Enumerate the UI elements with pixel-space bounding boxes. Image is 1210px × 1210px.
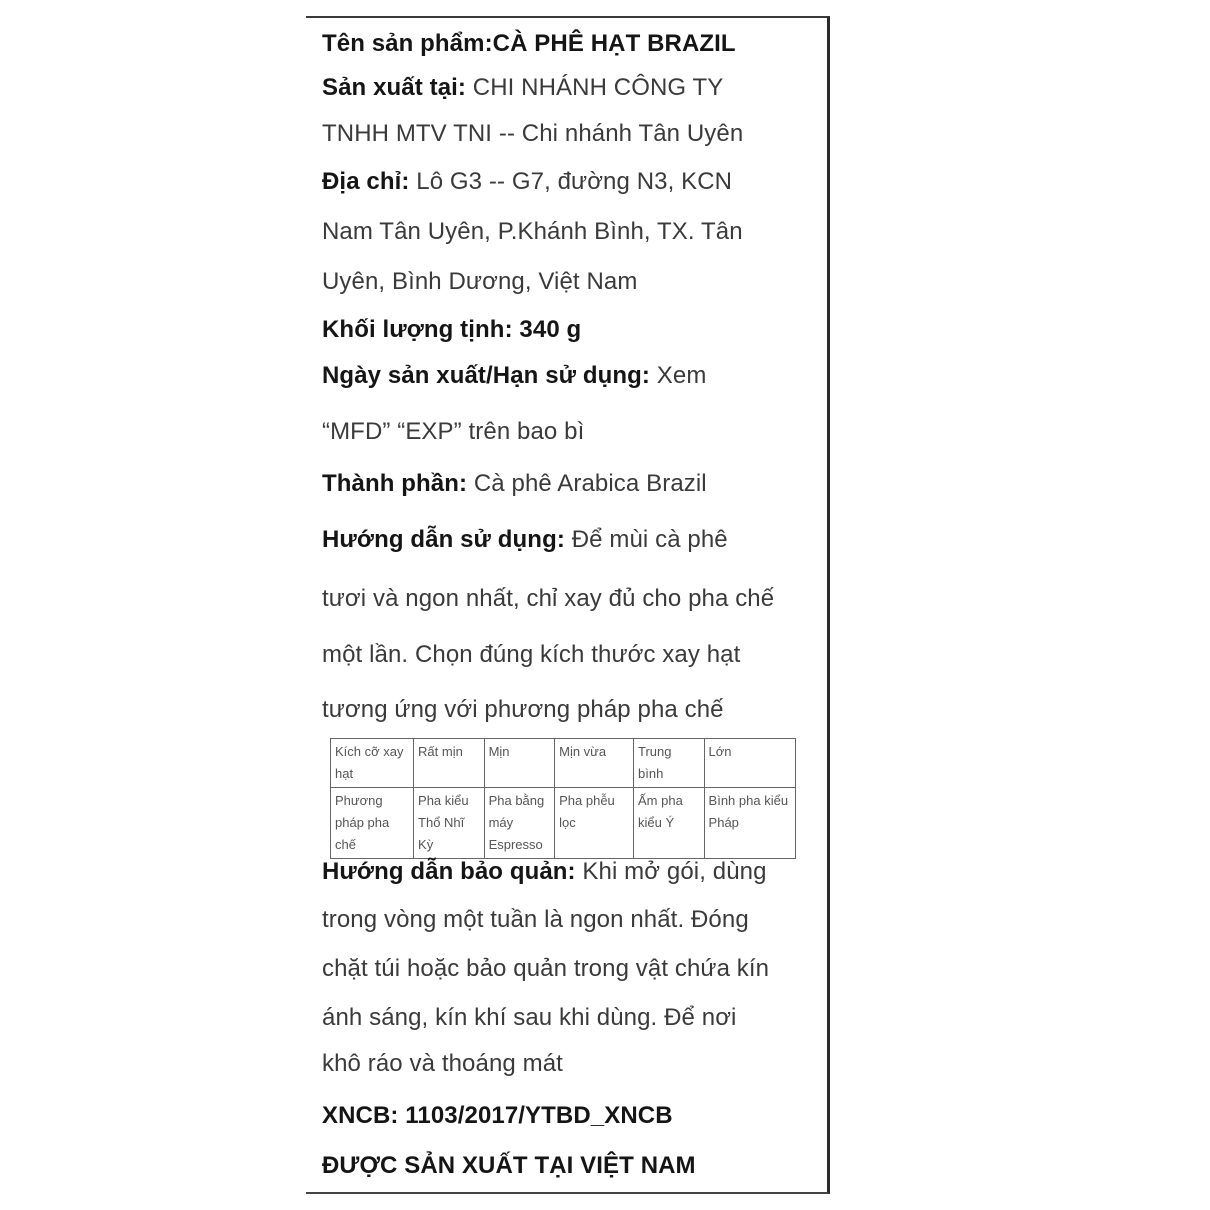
grind-table-cell: Phương pháp pha chế bbox=[331, 788, 414, 859]
grind-table-header-cell: Kích cỡ xay hạt bbox=[331, 739, 414, 788]
address-line: Địa chỉ: Lô G3 -- G7, đường N3, KCN bbox=[322, 168, 733, 195]
ingredients-line: Thành phần: Cà phê Arabica Brazil bbox=[322, 470, 707, 497]
grind-table-header-cell: Trung bình bbox=[634, 739, 705, 788]
usage-line-2: tươi và ngon nhất, chỉ xay đủ cho pha chế bbox=[322, 585, 775, 612]
storage-line-4: ánh sáng, kín khí sau khi dùng. Để nơi bbox=[322, 1004, 737, 1031]
grind-table-header-cell: Rất mịn bbox=[414, 739, 485, 788]
address-line-3: Uyên, Bình Dương, Việt Nam bbox=[322, 268, 638, 295]
grind-table-cell: Pha kiểu Thổ Nhĩ Kỳ bbox=[414, 788, 485, 859]
produced-at-line: Sản xuất tại: CHI NHÁNH CÔNG TY bbox=[322, 74, 724, 101]
date-line: Ngày sản xuất/Hạn sử dụng: Xem bbox=[322, 362, 707, 389]
grind-table-cell: Pha phễu lọc bbox=[555, 788, 634, 859]
grind-table-header-cell: Mịn bbox=[484, 739, 555, 788]
usage-line-3: một lần. Chọn đúng kích thước xay hạt bbox=[322, 641, 741, 668]
produced-at-line-2: TNHH MTV TNI -- Chi nhánh Tân Uyên bbox=[322, 120, 744, 147]
usage-line: Hướng dẫn sử dụng: Để mùi cà phê bbox=[322, 526, 728, 553]
net-weight-line: Khối lượng tịnh: 340 g bbox=[322, 316, 582, 343]
grind-size-table bbox=[330, 738, 796, 859]
usage-line-4: tương ứng với phương pháp pha chế bbox=[322, 696, 724, 723]
product-name-line: Tên sản phẩm:CÀ PHÊ HẠT BRAZIL bbox=[322, 30, 736, 57]
xncb-line: XNCB: 1103/2017/YTBD_XNCB bbox=[322, 1102, 673, 1129]
grind-table-header-row bbox=[331, 739, 796, 788]
grind-table-cell: Ấm pha kiểu Ý bbox=[634, 788, 705, 859]
address-line-2: Nam Tân Uyên, P.Khánh Bình, TX. Tân bbox=[322, 218, 743, 245]
storage-line: Hướng dẫn bảo quản: Khi mở gói, dùng bbox=[322, 858, 767, 885]
grind-table-header-cell: Mịn vừa bbox=[555, 739, 634, 788]
date-line-2: “MFD” “EXP” trên bao bì bbox=[322, 418, 585, 445]
grind-table-cell: Pha bằng máy Espresso bbox=[484, 788, 555, 859]
storage-line-5: khô ráo và thoáng mát bbox=[322, 1050, 563, 1077]
storage-line-2: trong vòng một tuần là ngon nhất. Đóng bbox=[322, 906, 749, 933]
grind-table-cell: Bình pha kiểu Pháp bbox=[704, 788, 795, 859]
grind-table-row bbox=[331, 788, 796, 859]
storage-line-3: chặt túi hoặc bảo quản trong vật chứa kín bbox=[322, 955, 770, 982]
grind-table-header-cell: Lớn bbox=[704, 739, 795, 788]
made-in-line: ĐƯỢC SẢN XUẤT TẠI VIỆT NAM bbox=[322, 1152, 696, 1179]
